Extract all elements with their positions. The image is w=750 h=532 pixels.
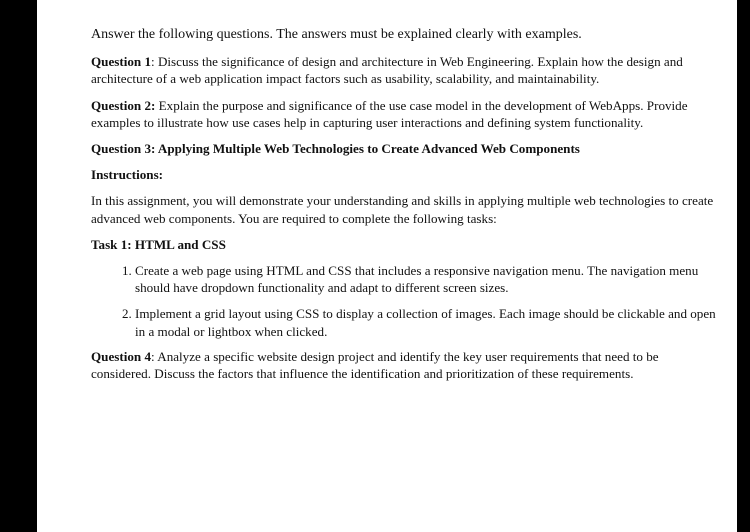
task-1-list	[91, 262, 717, 340]
instructions-text: In this assignment, you will demonstrate your understanding and skills in applying multiple web technologies to create advanced web components. You are required to complete the following tasks:	[91, 193, 714, 226]
question-3-heading: Question 3: Applying Multiple Web Technologies to Create Advanced Web Components	[91, 141, 580, 157]
task-1-item: 2. Implement a grid layout using CSS to display a collection of images. Each image should be clickable and open in a modal or lightbox when clicked.	[135, 305, 717, 339]
task-1-item: 1. Create a web page using HTML and CSS that includes a responsive navigation menu. The navigation menu should have dropdown functionality and adapt to different screen sizes.	[135, 262, 717, 296]
question-4: Question 4: Analyze a specific website design project and identify the key user requirements that need to be considered. Discuss the factors that influence the identification and prioritization of these requirements.	[91, 348, 659, 382]
document-page	[37, 0, 737, 532]
intro-text: Answer the following questions. The answers must be explained clearly with examples.	[91, 27, 582, 42]
question-1: Question 1: Discuss the significance of design and architecture in Web Engineering. Explain how the design and architecture of a web application impact factors such as usability, scalability, and maintainability.	[91, 54, 683, 87]
question-4-label: Question 4	[91, 348, 152, 364]
question-2-label: Question 2:	[91, 97, 156, 113]
instructions-heading: Instructions:	[91, 167, 164, 183]
question-1-text: Discuss the significance of design and architecture in Web Engineering. Explain how the design and architecture of a web application impact factors such as usability, scalability, and maintainability.	[91, 54, 683, 87]
task-1-heading: Task 1: HTML and CSS	[91, 236, 226, 252]
question-2-text: Explain the purpose and significance of the use case model in the development of WebApps. Provide examples to illustrate how use cases help in capturing user interactions and defining system functionality.	[91, 97, 688, 130]
question-1-label: Question 1	[91, 54, 152, 70]
question-4-text: Analyze a specific website design project and identify the key user requirements that need to be considered. Discuss the factors that influence the identification and prioritization of these requirements.	[91, 348, 659, 382]
question-2	[91, 97, 717, 131]
